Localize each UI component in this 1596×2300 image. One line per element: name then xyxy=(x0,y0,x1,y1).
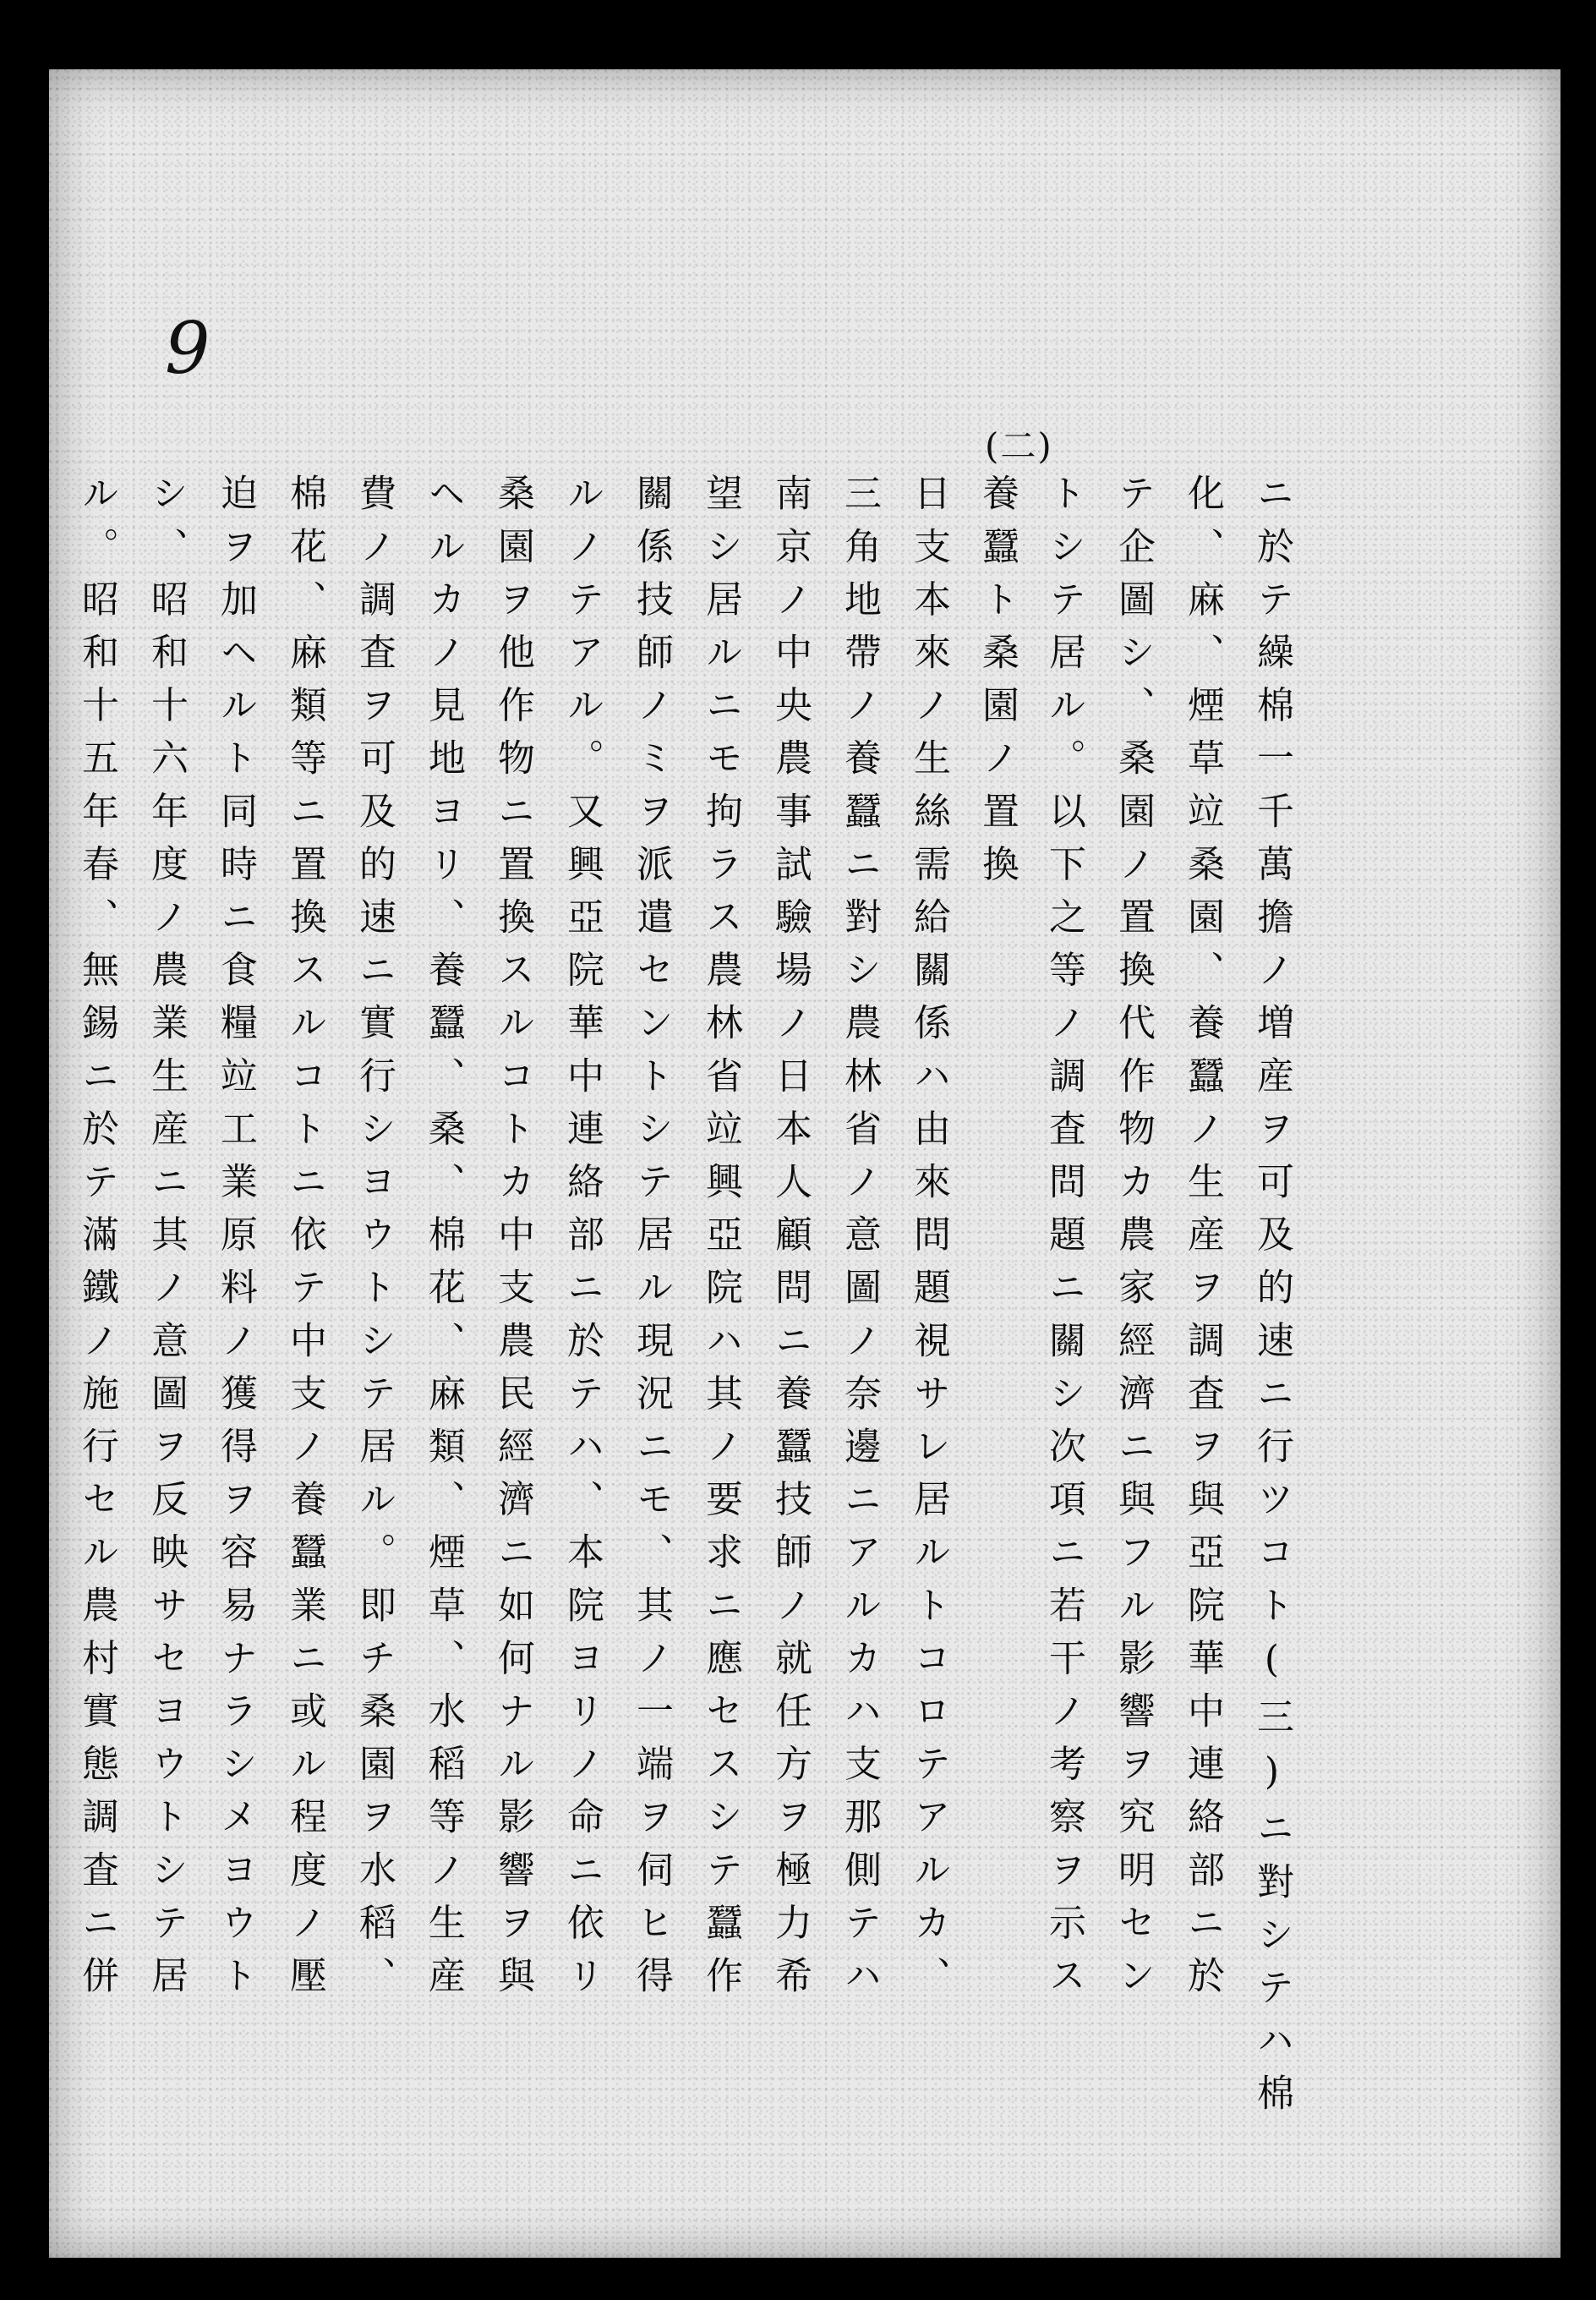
text-column-2: 化、麻、煙草竝桑園、養蠶ノ生産ヲ調査ヲ與亞院華中連絡部ニ於 xyxy=(1181,474,1224,2009)
text-column-8: 望シ居ルニモ拘ラス農林省竝興亞院ハ其ノ要求ニ應セスシテ蠶作 xyxy=(699,474,742,2009)
text-column-15: 迫ヲ加ヘルト同時ニ食糧竝工業原料ノ獲得ヲ容易ナラシメヨウト xyxy=(214,474,257,2009)
text-column-13: 費ノ調査ヲ可及的速ニ實行シヨウトシテ居ル。即チ桑園ヲ水稻、 xyxy=(353,474,396,2009)
text-column-6: 三角地帶ノ養蠶ニ對シ農林省ノ意圖ノ奈邊ニアルカハ支那側テハ xyxy=(838,474,881,2009)
text-column-16: シ、昭和十六年度ノ農業生産ニ其ノ意圖ヲ反映サセヨウトシテ居 xyxy=(145,474,188,2009)
text-column-10: ルノテアル。又興亞院華中連絡部ニ於テハ、本院ヨリノ命ニ依リ xyxy=(560,474,604,2009)
text-column-5: 日支本來ノ生絲需給關係ハ由來問題視サレ居ルトコロテアルカ、 xyxy=(907,474,950,2009)
text-column-17: ル。昭和十五年春、無錫ニ於テ滿鐵ノ施行セル農村實態調査ニ併 xyxy=(75,474,118,2009)
text-column-7: 南京ノ中央農事試驗場ノ日本人顧問ニ養蠶技師ノ就任方ヲ極力希 xyxy=(768,474,812,2009)
text-column-1: ニ於テ繰棉一千萬擔ノ増産ヲ可及的速ニ行ツコト(三)ニ對シテハ棉 xyxy=(1250,474,1293,2127)
text-column-9: 關係技師ノミヲ派遣セントシテ居ル現況ニモ、其ノ一端ヲ伺ヒ得 xyxy=(630,474,673,2009)
section-marker: (二) xyxy=(985,425,1053,467)
section-heading: 養蠶ト桑園ノ置換 xyxy=(976,474,1019,897)
text-column-14: 棉花、麻類等ニ置換スルコトニ依テ中支ノ養蠶業ニ或ル程度ノ壓 xyxy=(283,474,326,2009)
text-column-4: トシテ居ル。以下之等ノ調査問題ニ關シ次項ニ若干ノ考察ヲ示ス xyxy=(1042,474,1085,2009)
text-column-11: 桑園ヲ他作物ニ置換スルコトカ中支農民經濟ニ如何ナル影響ヲ與 xyxy=(491,474,534,2009)
text-column-12: ヘルカノ見地ヨリ、養蠶、桑、棉花、麻類、煙草、水稻等ノ生産 xyxy=(422,474,465,2009)
page-number: 9 xyxy=(165,307,210,390)
text-column-3: テ企圖シ、桑園ノ置換代作物カ農家經濟ニ與フル影響ヲ究明セン xyxy=(1112,474,1155,2009)
